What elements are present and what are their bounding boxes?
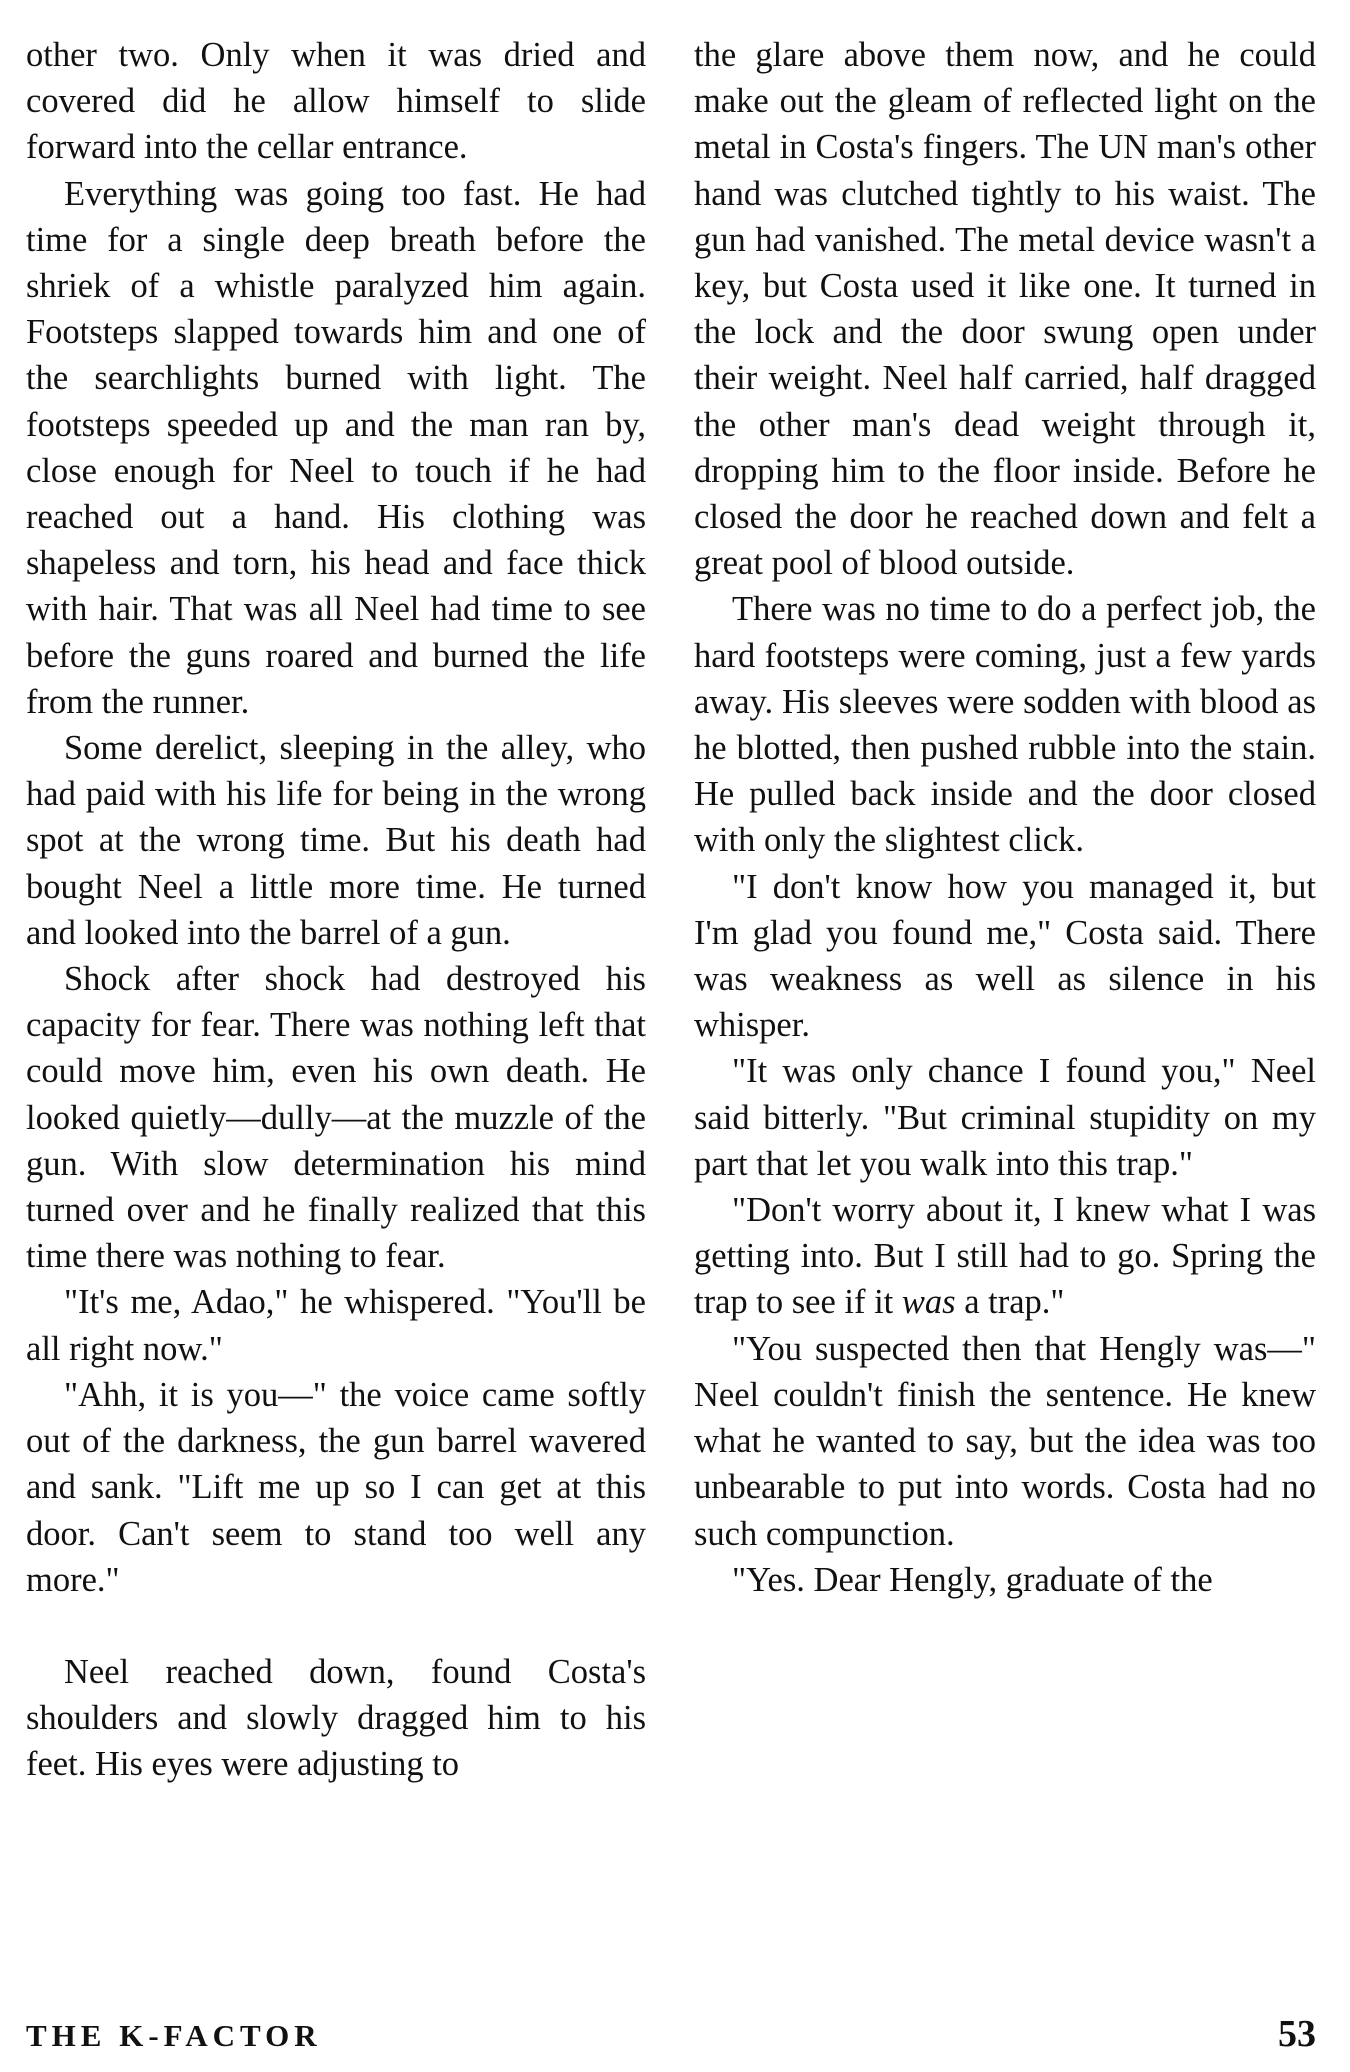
text-run: "Don't worry about it, I knew what I was getting into. But I still had to go. Spring the trap to see if it xyxy=(694,1191,1316,1322)
page-footer xyxy=(26,2012,1316,2056)
paragraph: "It's me, Adao," he whispered. "You'll be all right now." xyxy=(26,1283,646,1368)
right-column xyxy=(694,32,1316,1603)
paragraph: "You suspected then that Hengly was—" Neel couldn't finish the sentence. He knew what he wanted to say, but the idea was too unbearable to put into words. Costa had no such compunction. xyxy=(694,1329,1316,1553)
paragraph: "It was only chance I found you," Neel said bitterly. "But criminal stupidity on my part that let you walk into this trap." xyxy=(694,1052,1316,1183)
paragraph: other two. Only when it was dried and covered did he allow himself to slide forward into the cellar entrance. xyxy=(26,36,646,167)
paragraph: the glare above them now, and he could make out the gleam of reflected light on the metal in Costa's fingers. The UN man's other hand was clutched tightly to his waist. The gun had vanished. The metal device wasn't a key, but Costa used it like one. It turned in the lock and the door swung open under their weight. Neel half carried, half dragged the other man's dead weight through it, dropping him to the floor inside. Before he closed the door he reached down and felt a great pool of blood outside. xyxy=(694,36,1316,583)
page-number: 53 xyxy=(1278,2013,1316,2055)
paragraph: Neel reached down, found Costa's shoulders and slowly dragged him to his feet. His eyes were adjusting to xyxy=(26,1652,646,1784)
italic-word: was xyxy=(901,1283,956,1322)
paragraph: Shock after shock had destroyed his capacity for fear. There was nothing left that could move him, even his own death. He looked quietly—dully—at the muzzle of the gun. With slow determination his mind turned over and he finally realized that this time there was nothing to fear. xyxy=(26,960,646,1276)
left-column xyxy=(26,32,646,1788)
paragraph: There was no time to do a perfect job, the hard footsteps were coming, just a few yards away. His sleeves were sodden with blood as he blotted, then pushed rubble into the stain. He pulled back inside and the door closed with only the slightest click. xyxy=(694,590,1316,860)
paragraph: Everything was going too fast. He had time for a single deep breath before the shriek of a whistle paralyzed him again. Footsteps slapped towards him and one of the searchlights burned with light. The footsteps speeded up and the man ran by, close enough for Neel to touch if he had reached out a hand. His clothing was shapeless and torn, his head and face thick with hair. That was all Neel had time to see before the guns roared and burned the life from the runner. xyxy=(26,174,646,721)
paragraph: "Ahh, it is you—" the voice came softly out of the darkness, the gun barrel wavered and sank. "Lift me up so I can get at this door. Can't seem to stand too well any more." xyxy=(26,1375,646,1599)
paragraph: "I don't know how you managed it, but I'm glad you found me," Costa said. There was weakness as well as silence in his whisper. xyxy=(694,867,1316,1045)
paragraph-emphasis xyxy=(694,1187,1316,1326)
running-title: THE K-FACTOR xyxy=(26,2018,322,2053)
text-run: a trap." xyxy=(955,1283,1065,1322)
paragraph: "Yes. Dear Hengly, graduate of the xyxy=(732,1560,1213,1599)
paragraph: Some derelict, sleeping in the alley, who had paid with his life for being in the wrong spot at the wrong time. But his death had bought Neel a little more time. He turned and looked into the barrel of a gun. xyxy=(26,729,646,952)
